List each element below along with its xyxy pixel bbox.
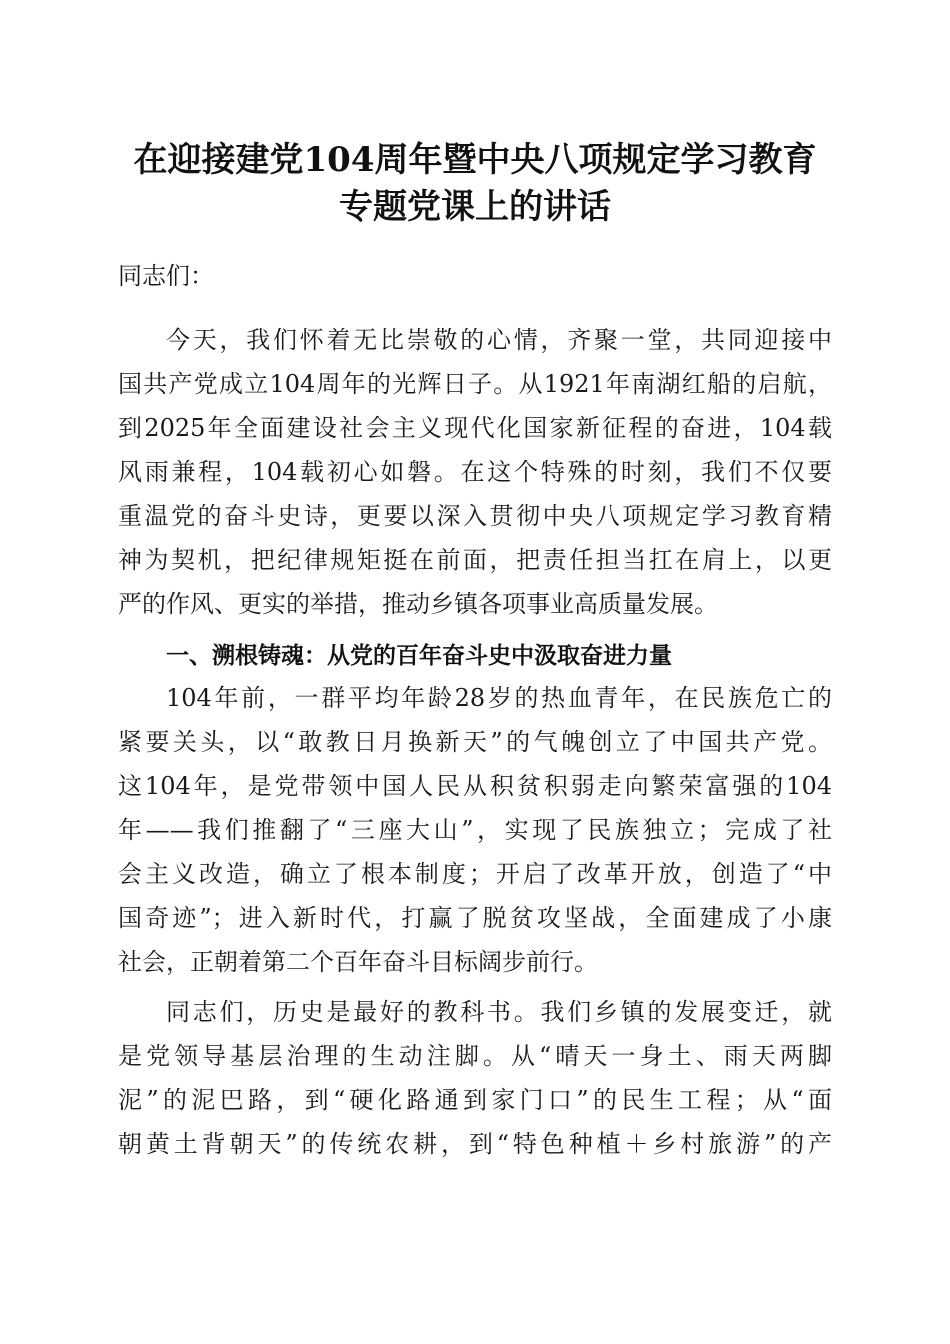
section-heading-1: 一、溯根铸魂：从党的百年奋斗史中汲取奋进力量 [166, 643, 672, 669]
paragraph-line: 是党领导基层治理的生动注脚。从“晴天一身土、雨天两脚 [118, 1042, 832, 1070]
document-title-line1: 在迎接建党104周年暨中央八项规定学习教育 [133, 140, 817, 180]
paragraph-line: 社会，正朝着第二个百年奋斗目标阔步前行。 [118, 948, 598, 976]
paragraph-line: 会主义改造，确立了根本制度；开启了改革开放，创造了“中 [118, 860, 832, 888]
paragraph-line: 神为契机，把纪律规矩挺在前面，把责任担当扛在肩上，以更 [118, 546, 832, 574]
paragraph-line: 泥”的泥巴路，到“硬化路通到家门口”的民生工程；从“面 [118, 1086, 832, 1114]
salutation: 同志们： [118, 262, 214, 290]
paragraph-line: 重温党的奋斗史诗，更要以深入贯彻中央八项规定学习教育精 [118, 502, 832, 530]
paragraph-line: 紧要关头，以“敢教日月换新天”的气魄创立了中国共产党。 [118, 728, 832, 756]
paragraph-line: 今天，我们怀着无比崇敬的心情，齐聚一堂，共同迎接中 [166, 326, 832, 354]
paragraph-3 [118, 990, 832, 1166]
paragraph-line: 风雨兼程，104载初心如磐。在这个特殊的时刻，我们不仅要 [118, 458, 832, 486]
paragraph-line: 国共产党成立104周年的光辉日子。从1921年南湖红船的启航， [118, 370, 832, 398]
paragraph-2 [118, 676, 832, 984]
paragraph-line: 严的作风、更实的举措，推动乡镇各项事业高质量发展。 [118, 590, 718, 618]
paragraph-line: 这104年，是党带领中国人民从积贫积弱走向繁荣富强的104 [118, 772, 832, 800]
paragraph-line: 同志们，历史是最好的教科书。我们乡镇的发展变迁，就 [166, 998, 832, 1026]
paragraph-1 [118, 318, 832, 626]
document-title-line2: 专题党课上的讲话 [339, 187, 611, 227]
paragraph-line: 到2025年全面建设社会主义现代化国家新征程的奋进，104载 [118, 414, 832, 442]
paragraph-line: 年——我们推翻了“三座大山”，实现了民族独立；完成了社 [118, 816, 832, 844]
paragraph-line: 朝黄土背朝天”的传统农耕，到“特色种植＋乡村旅游”的产 [118, 1130, 832, 1158]
paragraph-line: 国奇迹”；进入新时代，打赢了脱贫攻坚战，全面建成了小康 [118, 904, 832, 932]
paragraph-line: 104年前，一群平均年龄28岁的热血青年，在民族危亡的 [166, 684, 832, 712]
